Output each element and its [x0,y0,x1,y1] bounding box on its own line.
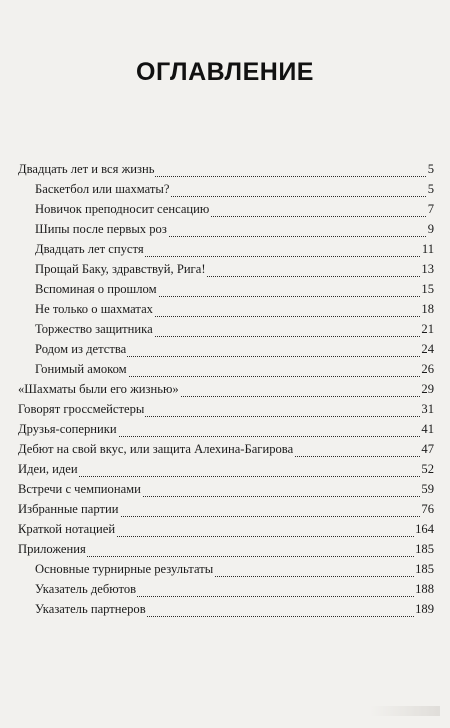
toc-entry [35,361,434,381]
toc-entry [18,421,434,441]
toc-entry-title: Гонимый амоком [35,359,128,379]
toc-entry-title: Новичок преподносит сенсацию [35,199,210,219]
toc-entry-title: Встречи с чемпионами [18,479,142,499]
toc-entry [35,581,434,601]
page-title: ОГЛАВЛЕНИЕ [136,58,314,86]
toc-entry-page-number: 189 [414,599,434,619]
toc-entry [18,541,434,561]
toc-entry [18,161,434,181]
toc-entry-title: Идеи, идеи [18,459,79,479]
toc-entry [18,461,434,481]
toc-entry-page-number: 26 [420,359,434,379]
toc-entry-page-number: 13 [420,259,434,279]
toc-entry-page-number: 29 [420,379,434,399]
toc-entry-title: Краткой нотацией [18,519,116,539]
toc-entry-page-number: 5 [427,179,434,199]
toc-entry-title: Родом из детства [35,339,127,359]
toc-entry-title: Указатель дебютов [35,579,137,599]
toc-entry [35,181,434,201]
toc-entry-page-number: 7 [427,199,434,219]
toc-entry-title: Не только о шахматах [35,299,154,319]
toc-entry-title: Двадцать лет и вся жизнь [18,159,155,179]
toc-entry-page-number: 5 [427,159,434,179]
toc-entry [35,601,434,621]
toc-entry [35,301,434,321]
toc-entry-title: Баскетбол или шахматы? [35,179,170,199]
toc-entry-page-number: 31 [420,399,434,419]
toc-entry [18,481,434,501]
toc-entry-title: Основные турнирные результаты [35,559,214,579]
toc-entry [18,401,434,421]
toc-entry-title: Вспоминая о прошлом [35,279,158,299]
toc-entry-page-number: 41 [420,419,434,439]
toc-entry [35,561,434,581]
toc-entry-page-number: 15 [420,279,434,299]
page-corner-shadow [370,706,440,716]
toc-entry [35,261,434,281]
toc-entry-title: «Шахматы были его жизнью» [18,379,180,399]
toc-entry [18,501,434,521]
toc-entry [18,441,434,461]
toc-entry-page-number: 11 [421,239,434,259]
toc-entry-title: Торжество защитника [35,319,154,339]
toc-entry-page-number: 164 [414,519,434,539]
toc-entry-page-number: 59 [420,479,434,499]
toc-entry-title: Прощай Баку, здравствуй, Рига! [35,259,207,279]
toc-entry-page-number: 24 [420,339,434,359]
toc-entry-page-number: 188 [414,579,434,599]
show-through-text-2 [205,128,209,144]
toc-entry-page-number: 47 [420,439,434,459]
toc-entry-page-number: 185 [414,559,434,579]
toc-entry [35,241,434,261]
toc-entry-page-number: 76 [420,499,434,519]
toc-entry-title: Приложения [18,539,87,559]
toc-entry [18,521,434,541]
toc-entry [35,221,434,241]
toc-entry [35,281,434,301]
table-of-contents [18,161,434,621]
toc-entry-title: Двадцать лет спустя [35,239,145,259]
toc-entry-title: Говорят гроссмейстеры [18,399,145,419]
toc-entry-page-number: 21 [420,319,434,339]
toc-entry-page-number: 52 [420,459,434,479]
toc-entry-title: Шипы после первых роз [35,219,168,239]
toc-entry [35,321,434,341]
toc-entry [35,201,434,221]
dot-leader [18,476,434,477]
toc-entry [18,381,434,401]
toc-entry [35,341,434,361]
toc-entry-title: Дебют на свой вкус, или защита Алехина-Багирова [18,439,294,459]
toc-entry-page-number: 9 [427,219,434,239]
toc-entry-title: Друзья-соперники [18,419,118,439]
toc-entry-title: Избранные партии [18,499,120,519]
toc-entry-page-number: 18 [420,299,434,319]
show-through-text-1 [238,104,241,115]
toc-entry-title: Указатель партнеров [35,599,147,619]
toc-entry-page-number: 185 [414,539,434,559]
